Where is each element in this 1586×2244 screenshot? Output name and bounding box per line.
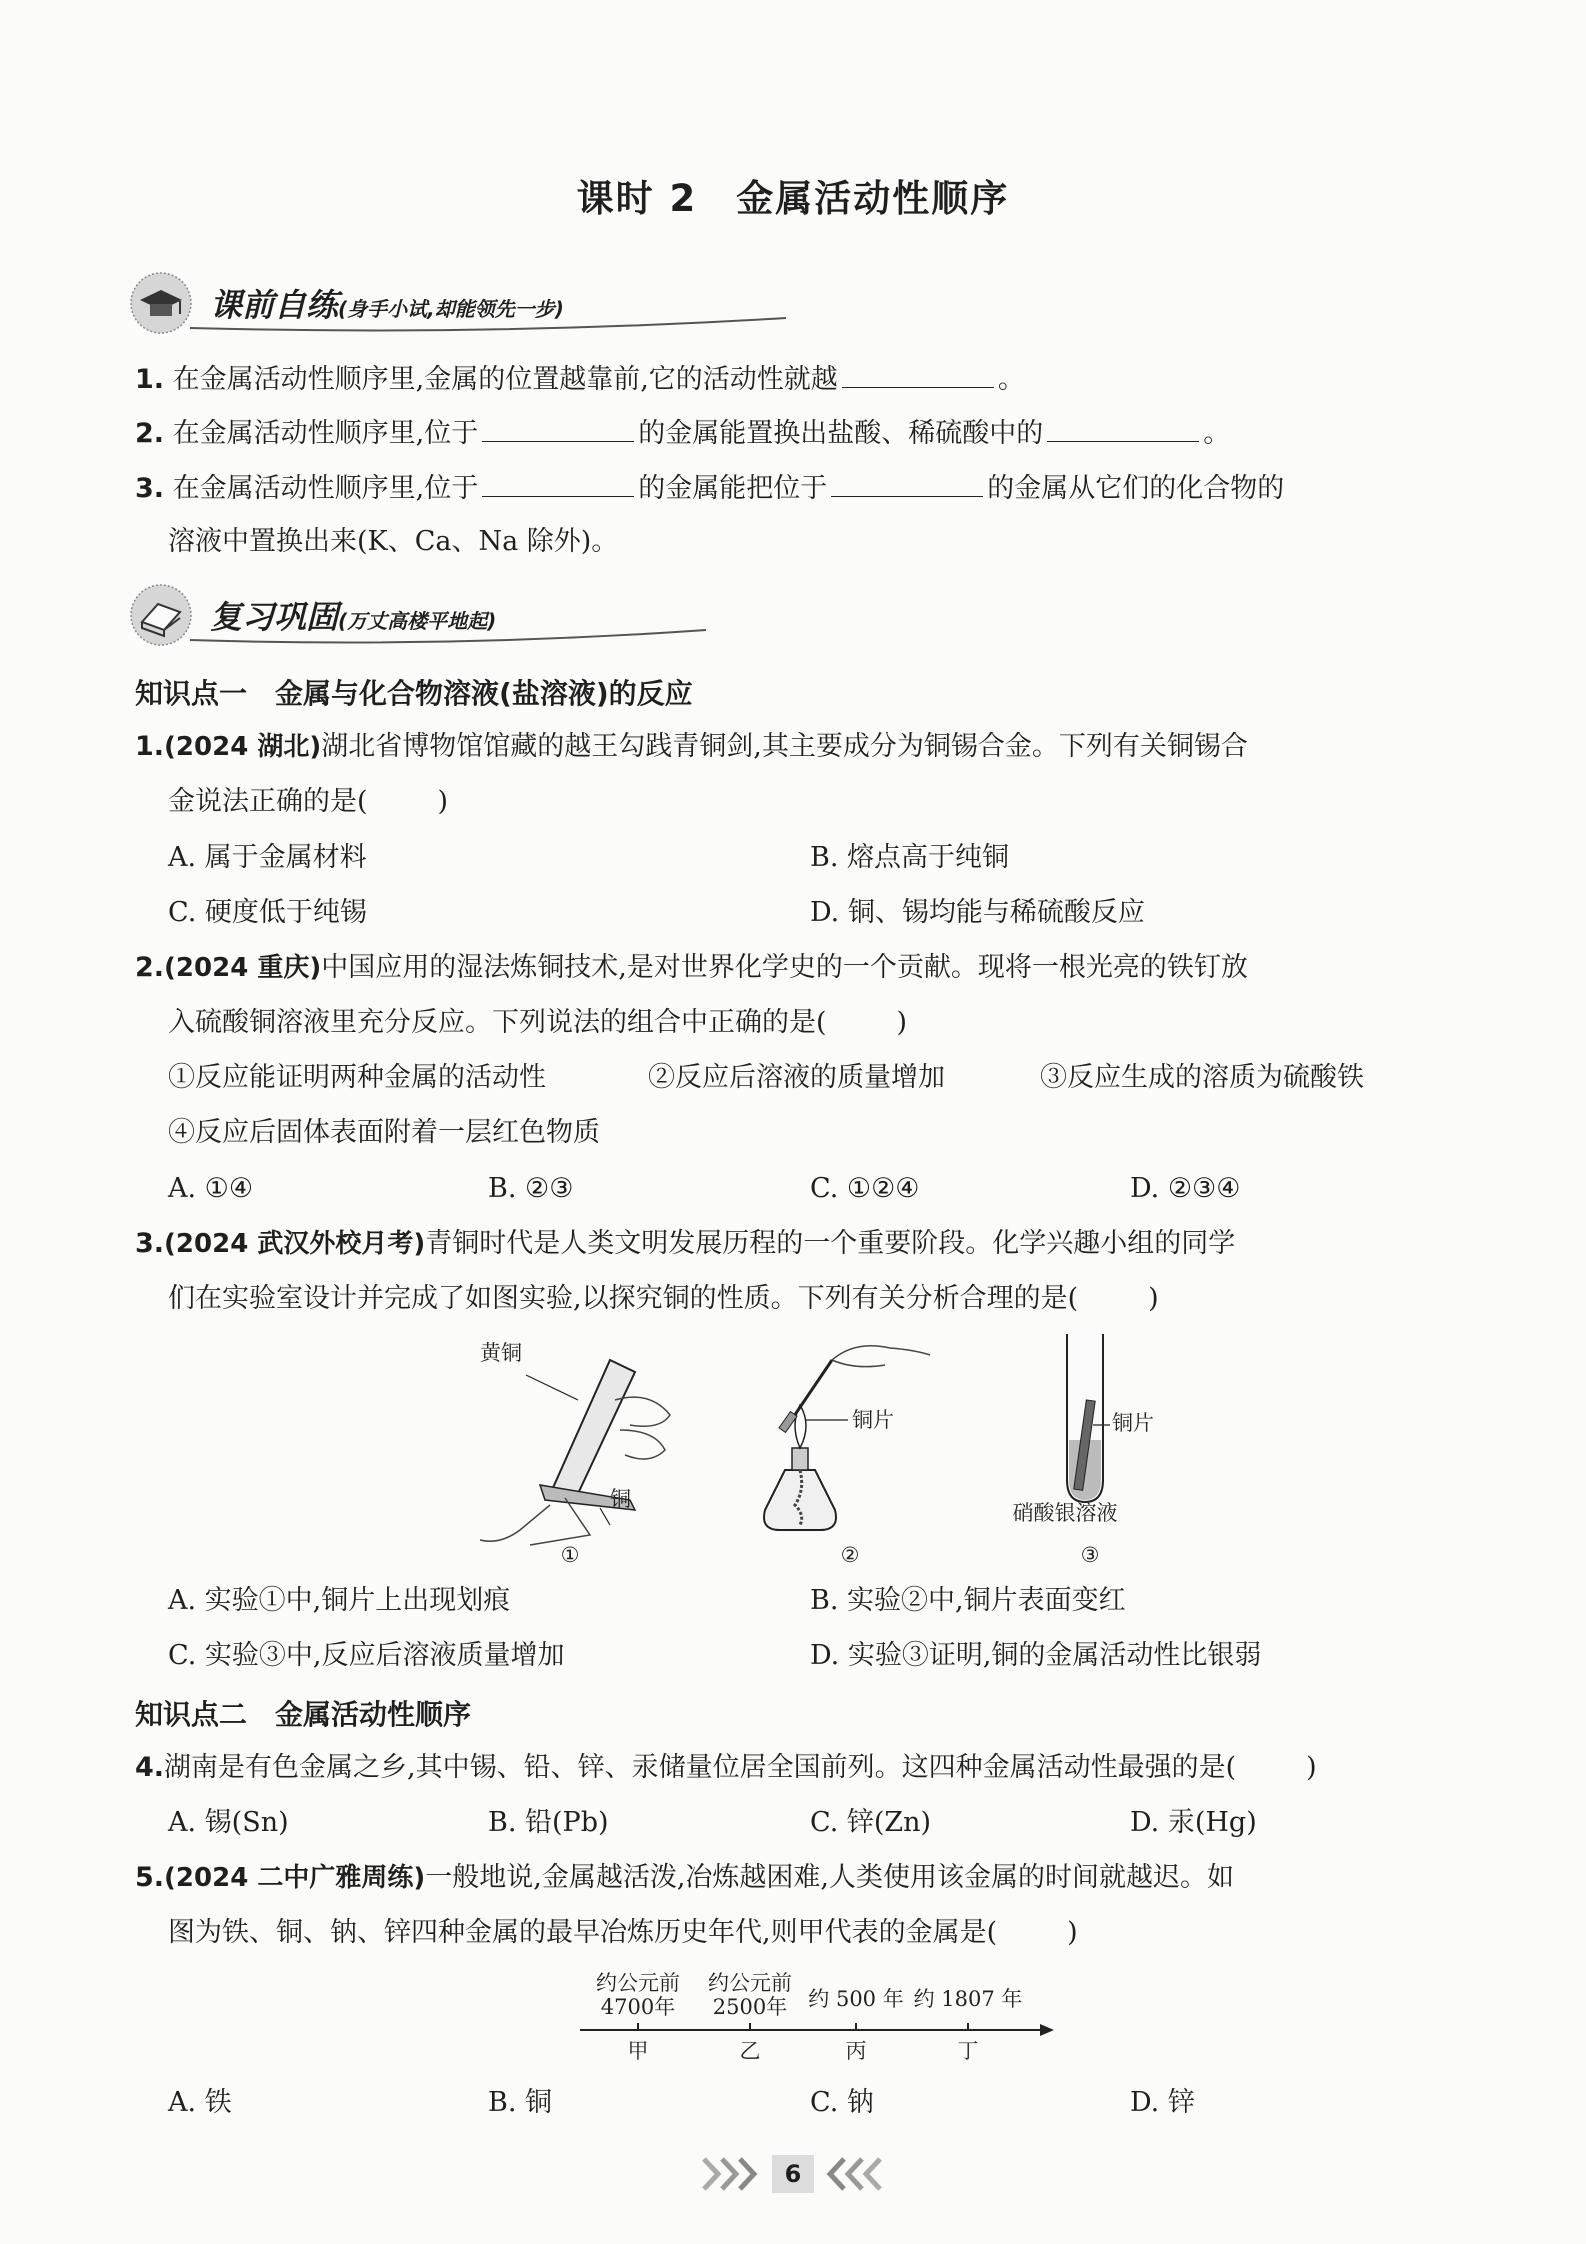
page-number: 6	[772, 2155, 814, 2193]
question-text: 湖北省博物馆馆藏的越王勾践青铜剑,其主要成分为铜锡合金。下列有关铜锡合	[321, 731, 1248, 762]
knowledge-point-label: 知识点一	[135, 677, 248, 710]
question-4	[135, 1748, 1317, 1788]
question-text: 图为铁、铜、钠、锌四种金属的最早冶炼历史年代,则甲代表的金属是(	[168, 1917, 998, 1948]
question-text: )	[1306, 1752, 1317, 1783]
question-text: 的金属能把位于	[638, 473, 828, 504]
option-b[interactable]: B. 铅(Pb)	[488, 1807, 609, 1838]
answer-blank[interactable]	[831, 466, 983, 497]
knowledge-point-name: 金属与化合物溶液(盐溶液)的反应	[275, 677, 693, 710]
statement-3: ③反应生成的溶质为硫酸铁	[1040, 1062, 1364, 1093]
option-a[interactable]: A. 实验①中,铜片上出现划痕	[168, 1585, 511, 1616]
knowledge-point-1	[135, 672, 693, 712]
label-copper: 铜	[610, 1487, 631, 1511]
pre-question-2	[135, 411, 1230, 454]
graduation-cap-icon	[128, 270, 194, 336]
question-text: )	[437, 786, 449, 817]
question-source: (2024 重庆)	[164, 953, 322, 983]
option-d[interactable]: D. ②③④	[1130, 1173, 1241, 1204]
book-icon	[128, 582, 194, 648]
label-silver-nitrate: 硝酸银溶液	[1012, 1501, 1118, 1525]
timeline-mark-jia: 甲	[627, 2039, 649, 2063]
timeline-date-2-bottom: 2500年	[712, 1995, 788, 2019]
question-1-line2	[168, 782, 448, 822]
question-3-line2	[168, 1279, 1159, 1319]
answer-blank[interactable]	[1047, 411, 1199, 442]
timeline-date-4: 约 1807 年	[913, 1987, 1023, 2011]
question-text: 入硫酸铜溶液里充分反应。下列说法的组合中正确的是(	[168, 1007, 827, 1038]
option-b[interactable]: B. ②③	[488, 1173, 574, 1204]
caption-2: ②	[840, 1543, 860, 1567]
question-text: )	[896, 1007, 908, 1038]
question-text: 中国应用的湿法炼铜技术,是对世界化学史的一个贡献。现将一根光亮的铁钉放	[321, 952, 1248, 983]
question-number: 5.	[135, 1862, 165, 1893]
question-number: 2.	[135, 418, 165, 449]
experiment-3-illustration	[1067, 1334, 1110, 1502]
option-b[interactable]: B. 熔点高于纯铜	[810, 842, 1010, 873]
label-copper-sheet-3: 铜片	[1112, 1411, 1154, 1435]
knowledge-point-label: 知识点二	[135, 1698, 248, 1731]
section-title-text: 复习巩固	[210, 598, 339, 636]
answer-blank[interactable]	[842, 357, 994, 388]
page-title: 课时 2 金属活动性顺序	[576, 177, 1010, 220]
knowledge-point-name: 金属活动性顺序	[275, 1698, 472, 1731]
knowledge-point-2	[135, 1693, 471, 1733]
option-b[interactable]: B. 铜	[488, 2087, 553, 2118]
statement-4: ④反应后固体表面附着一层红色物质	[168, 1117, 600, 1148]
question-text: 在金属活动性顺序里,位于	[172, 418, 479, 449]
timeline-mark-yi: 乙	[739, 2039, 761, 2063]
option-c[interactable]: C. 钠	[810, 2087, 874, 2118]
option-c[interactable]: C. 锌(Zn)	[810, 1807, 932, 1838]
timeline-date-1-top: 约公元前	[596, 1971, 680, 1995]
section-subtitle: (万丈高楼平地起)	[338, 609, 497, 633]
caption-1: ①	[560, 1543, 580, 1567]
answer-blank[interactable]	[482, 466, 634, 497]
timeline-date-3: 约 500 年	[808, 1987, 904, 2011]
chevron-right-icon	[700, 2153, 766, 2195]
statement-2: ②反应后溶液的质量增加	[648, 1062, 945, 1093]
option-d[interactable]: D. 实验③证明,铜的金属活动性比银弱	[810, 1640, 1262, 1671]
pre-question-1	[135, 357, 1025, 400]
question-text: 湖南是有色金属之乡,其中锡、铅、锌、汞储量位居全国前列。这四种金属活动性最强的是(	[164, 1752, 1237, 1783]
option-d[interactable]: D. 铜、锡均能与稀硫酸反应	[810, 897, 1145, 928]
question-number: 4.	[135, 1752, 165, 1783]
section-underline	[188, 626, 708, 646]
question-text: 金说法正确的是(	[168, 786, 368, 817]
option-a[interactable]: A. 铁	[168, 2087, 232, 2118]
question-source: (2024 二中广雅周练)	[164, 1863, 426, 1893]
question-3	[135, 1224, 1235, 1264]
option-a[interactable]: A. ①④	[168, 1173, 254, 1204]
option-d[interactable]: D. 汞(Hg)	[1130, 1807, 1257, 1838]
arrow-right-icon	[1040, 2024, 1054, 2036]
question-number: 1.	[135, 364, 165, 395]
question-text: )	[1067, 1917, 1078, 1948]
timeline-date-2-top: 约公元前	[708, 1971, 792, 1995]
option-a[interactable]: A. 属于金属材料	[168, 842, 367, 873]
option-c[interactable]: C. 实验③中,反应后溶液质量增加	[168, 1640, 565, 1671]
question-number: 2.	[135, 952, 165, 983]
experiment-2-illustration	[764, 1346, 930, 1530]
statement-1: ①反应能证明两种金属的活动性	[168, 1062, 546, 1093]
question-number: 3.	[135, 1228, 165, 1259]
question-1	[135, 727, 1248, 767]
label-copper-sheet-2: 铜片	[852, 1408, 894, 1432]
timeline-mark-bing: 丙	[845, 2039, 867, 2063]
question-text: 。	[997, 364, 1025, 395]
question-2	[135, 948, 1248, 988]
question-text: 一般地说,金属越活泼,冶炼越困难,人类使用该金属的时间就越迟。如	[425, 1862, 1234, 1893]
question-5-line2	[168, 1913, 1078, 1953]
answer-blank[interactable]	[482, 411, 634, 442]
option-b[interactable]: B. 实验②中,铜片表面变红	[810, 1585, 1126, 1616]
question-text: 在金属活动性顺序里,位于	[172, 473, 479, 504]
section-underline	[188, 314, 788, 334]
question-text: 们在实验室设计并完成了如图实验,以探究铜的性质。下列有关分析合理的是(	[168, 1283, 1079, 1314]
question-number: 1.	[135, 731, 165, 762]
chevron-left-icon	[822, 2153, 888, 2195]
pre-question-3	[135, 466, 1284, 509]
question-source: (2024 湖北)	[164, 732, 322, 762]
question-source: (2024 武汉外校月考)	[164, 1229, 426, 1259]
experiment-1-illustration	[480, 1360, 670, 1545]
question-text: 的金属能置换出盐酸、稀硫酸中的	[638, 418, 1044, 449]
timeline-mark-ding: 丁	[957, 2039, 979, 2063]
option-a[interactable]: A. 锡(Sn)	[168, 1807, 289, 1838]
label-brass: 黄铜	[480, 1341, 522, 1365]
question-text: 在金属活动性顺序里,金属的位置越靠前,它的活动性就越	[172, 364, 838, 395]
timeline-date-1-bottom: 4700年	[600, 1995, 676, 2019]
section-title-text: 课前自练	[210, 286, 339, 324]
option-d[interactable]: D. 锌	[1130, 2087, 1195, 2118]
pre-question-3-line2: 溶液中置换出来(K、Ca、Na 除外)。	[168, 526, 619, 557]
question-text: 的金属从它们的化合物的	[987, 473, 1285, 504]
history-timeline	[570, 1968, 1070, 2078]
option-c[interactable]: C. 硬度低于纯锡	[168, 897, 367, 928]
caption-3: ③	[1080, 1543, 1100, 1567]
question-text: )	[1148, 1283, 1159, 1314]
question-text: 。	[1203, 418, 1231, 449]
experiment-figure	[460, 1330, 1220, 1580]
question-text: 青铜时代是人类文明发展历程的一个重要阶段。化学兴趣小组的同学	[425, 1228, 1236, 1259]
question-number: 3.	[135, 473, 165, 504]
option-c[interactable]: C. ①②④	[810, 1173, 920, 1204]
section-subtitle: (身手小试,却能领先一步)	[338, 297, 564, 321]
question-2-line2	[168, 1003, 907, 1043]
question-5	[135, 1858, 1234, 1898]
